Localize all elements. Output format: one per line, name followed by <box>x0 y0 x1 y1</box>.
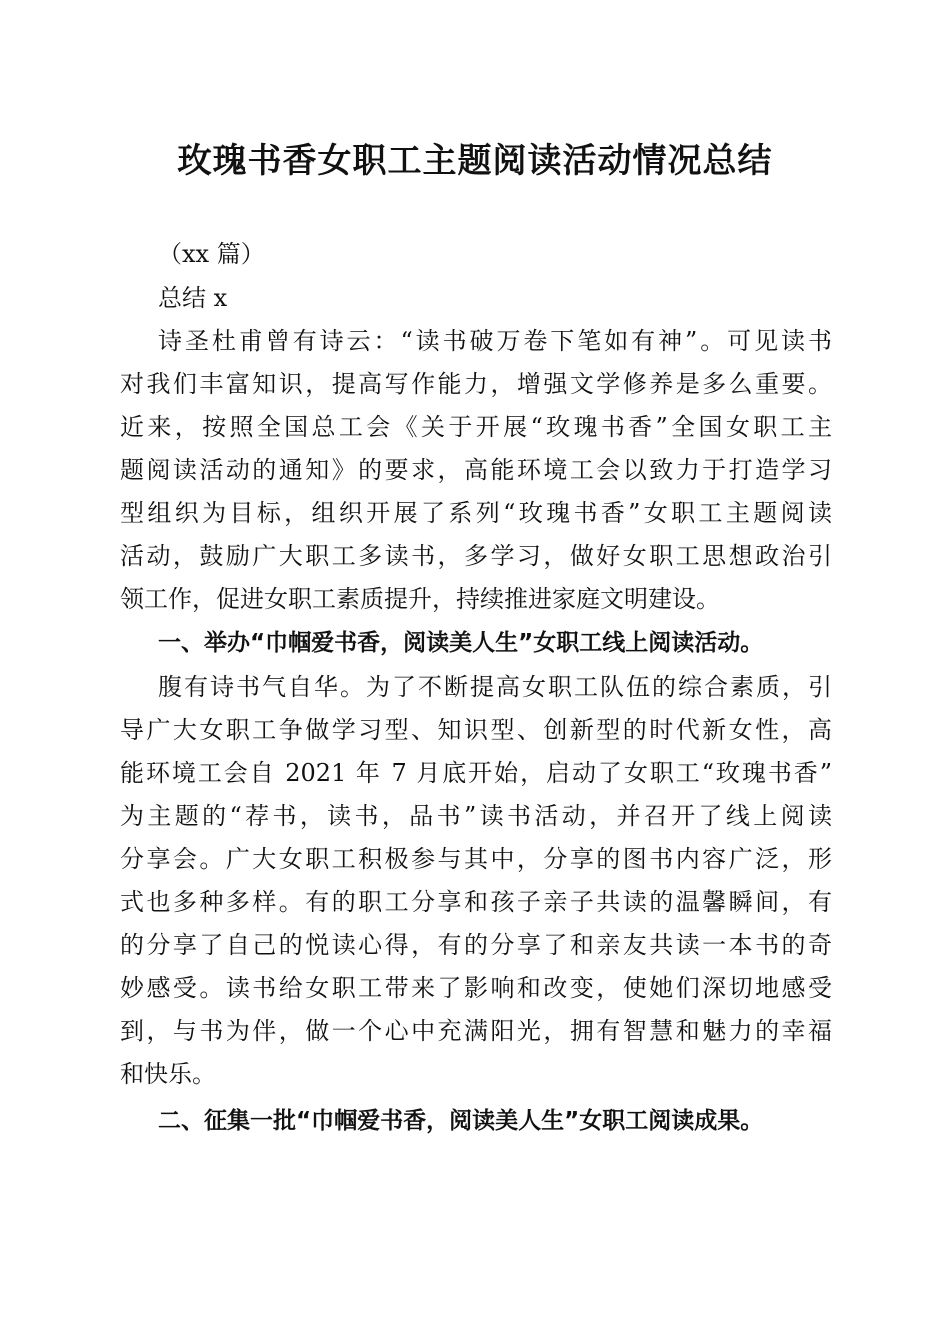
para1-line: 对我们丰富知识，提高写作能力，增强文学修养是多么重要。 <box>120 370 832 398</box>
para1-line: 型组织为目标，组织开展了系列“玫瑰书香”女职工主题阅读 <box>120 499 832 527</box>
para1-line: 题阅读活动的通知》的要求，高能环境工会以致力于打造学习 <box>120 456 832 484</box>
para2-line: 的分享了自己的悦读心得，有的分享了和亲友共读一本书的奇 <box>120 931 832 959</box>
document-title: 玫瑰书香女职工主题阅读活动情况总结 <box>177 141 773 181</box>
section-heading-2: 二、征集一批“巾帼爱书香，阅读美人生”女职工阅读成果。 <box>158 1108 764 1134</box>
para2-line: 妙感受。读书给女职工带来了影响和改变，使她们深切地感受 <box>120 974 832 1002</box>
para1-line: 活动，鼓励广大职工多读书，多学习，做好女职工思想政治引 <box>120 542 832 570</box>
para2-line: 腹有诗书气自华。为了不断提高女职工队伍的综合素质，引 <box>158 673 832 701</box>
para2-line: 到，与书为伴，做一个心中充满阳光，拥有智慧和魅力的幸福 <box>120 1017 832 1045</box>
section-heading-1: 一、举办“巾帼爱书香，阅读美人生”女职工线上阅读活动。 <box>158 630 764 656</box>
para2-line: 分享会。广大女职工积极参与其中，分享的图书内容广泛，形 <box>120 845 832 873</box>
para2-line: 导广大女职工争做学习型、知识型、创新型的时代新女性，高 <box>120 716 832 744</box>
para2-line: 能环境工会自 2021 年 7 月底开始，启动了女职工“玫瑰书香” <box>120 759 832 787</box>
document-label: 总结 x <box>158 284 228 312</box>
para2-line: 和快乐。 <box>120 1060 216 1088</box>
para1-line: 诗圣杜甫曾有诗云：“读书破万卷下笔如有神”。可见读书 <box>158 327 832 355</box>
document-subtitle: （xx 篇） <box>158 240 265 268</box>
para1-line: 领工作，促进女职工素质提升，持续推进家庭文明建设。 <box>120 585 720 613</box>
para1-line: 近来，按照全国总工会《关于开展“玫瑰书香”全国女职工主 <box>120 413 832 441</box>
para2-line: 为主题的“荐书，读书，品书”读书活动，并召开了线上阅读 <box>120 802 832 830</box>
para2-line: 式也多种多样。有的职工分享和孩子亲子共读的温馨瞬间，有 <box>120 888 832 916</box>
